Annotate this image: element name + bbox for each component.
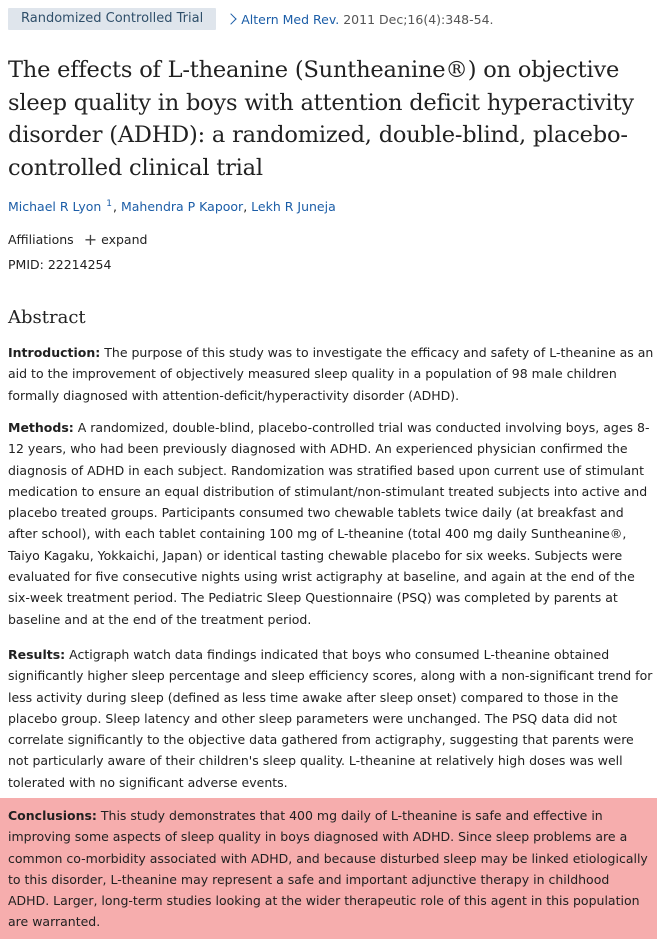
affiliations-toggle[interactable] [8,229,148,249]
abstract-introduction [8,342,656,406]
plus-icon[interactable]: + [83,229,98,249]
section-text: Actigraph watch data findings indicated that boys who consumed L-theanine obtained significantly higher sleep percentage and sleep efficiency scores, along with a non-significant trend for less activity during sleep (defined as less time awake after sleep onset) compared to those in the placebo group. Sleep latency and other sleep parameters were unchanged. The PSQ data did not correlate significantly to the objective data gathered from actigraphy, suggesting that parents were not particularly aware of their children's sleep quality. L-theanine at relatively high doses was well tolerated with no significant adverse events. [8,647,653,790]
expand-link[interactable]: expand [101,232,148,247]
section-text: This study demonstrates that 400 mg daily of L-theanine is safe and effective in improving some aspects of sleep quality in boys diagnosed with ADHD. Since sleep problems are a common co-morbidity associated with ADHD, and because disturbed sleep may be linked etiologically to this disorder, L-theanine may represent a safe and important adjunctive therapy in childhood ADHD. Larger, long-term studies looking at the wider therapeutic role of this agent in this population are warranted. [8,808,648,930]
author-link[interactable]: Lekh R Juneja [251,199,336,215]
pmid: PMID: 22214254 [8,257,112,272]
section-label: Conclusions: [8,808,97,823]
author-link[interactable]: Mahendra P Kapoor [120,199,244,215]
publication-type-badge[interactable]: Randomized Controlled Trial [8,8,216,30]
abstract-results [8,644,656,793]
author-list [8,199,336,214]
author-separator: , [243,199,248,215]
author-separator: , [113,199,117,215]
article-header-line [8,8,494,30]
journal-link[interactable]: Altern Med Rev. [241,11,340,27]
chevron-right-icon [226,13,237,24]
abstract-methods [8,417,656,630]
citation-text: 2011 Dec;16(4):348-54. [343,11,494,27]
section-label: Results: [8,647,66,662]
article-title: The effects of L-theanine (Suntheanine®) on objective sleep quality in boys with attention deficit hyperactivity disorder (ADHD): a randomized, double-blind, placebo-controlled clinical trial [8,57,634,181]
affiliation-ref[interactable]: 1 [106,199,113,209]
abstract-heading: Abstract [8,307,86,328]
section-label: Introduction: [8,345,101,360]
section-text: The purpose of this study was to investigate the efficacy and safety of L-theanine as an aid to the improvement of objectively measured sleep quality in a population of 98 male children formally diagnosed with attention-deficit/hyperactivity disorder (ADHD). [8,345,654,403]
affiliations-label: Affiliations [8,232,74,247]
section-label: Methods: [8,420,74,435]
abstract-conclusions-highlighted [0,798,657,939]
author-link[interactable]: Michael R Lyon [8,199,102,215]
section-text: A randomized, double-blind, placebo-controlled trial was conducted involving boys, ages 8-12 years, who had been previously diagnosed with ADHD. An experienced physician confirmed the diagnosis of ADHD in each subject. Randomization was stratified based upon current use of stimulant medication to ensure an equal distribution of stimulant/non-stimulant treated subjects into active and placebo treated groups. Participants consumed two chewable tablets twice daily (at breakfast and after school), with each tablet containing 100 mg of L-theanine (total 400 mg daily Suntheanine®, Taiyo Kagaku, Yokkaichi, Japan) or identical tasting chewable placebo for six weeks. Subjects were evaluated for five consecutive nights using wrist actigraphy at baseline, and again at the end of the six-week treatment period. The Pediatric Sleep Questionnaire (PSQ) was completed by parents at baseline and at the end of the treatment period. [8,420,650,627]
